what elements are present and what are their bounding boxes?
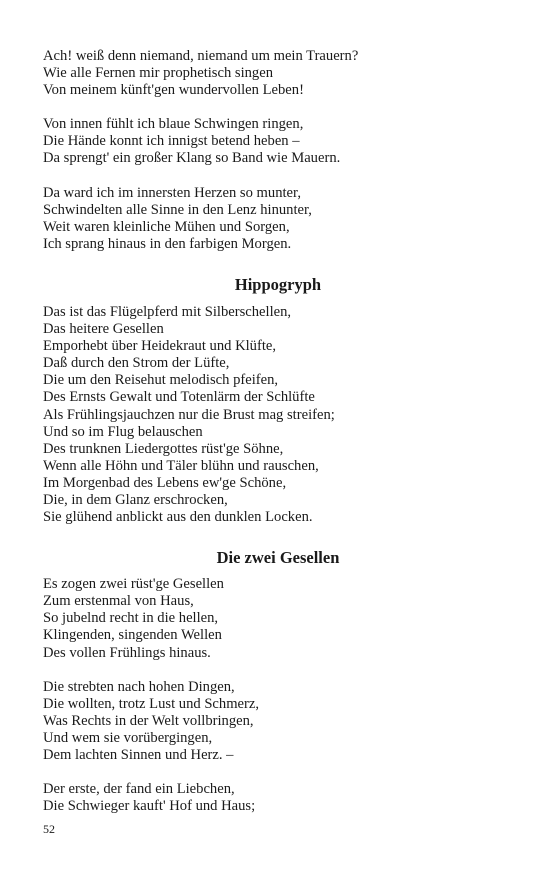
verse-line: Daß durch den Strom der Lüfte, [43, 355, 230, 372]
verse-line: Wie alle Fernen mir prophetisch singen [43, 65, 274, 82]
verse-line: Im Morgenbad des Lebens ew'ge Schöne, [43, 474, 287, 491]
verse-line: Schwindelten alle Sinne in den Lenz hinunter, [43, 201, 312, 218]
poem-title-die-zwei-gesellen: Die zwei Gesellen [216, 548, 340, 568]
verse-line: Die Schwieger kauft' Hof und Haus; [43, 798, 256, 815]
verse-line: Das heitere Gesellen [43, 321, 164, 338]
verse-line: Von meinem künft'gen wundervollen Leben! [43, 82, 304, 99]
verse-line: Zum erstenmal von Haus, [43, 593, 194, 610]
verse-line: Da sprengt' ein großer Klang so Band wie Mauern. [43, 150, 341, 167]
verse-line: Die strebten nach hohen Dingen, [43, 678, 235, 695]
poem-1 [43, 48, 513, 253]
page-number: 52 [43, 822, 55, 836]
verse-line: Des Ernsts Gewalt und Totenlärm der Schlüfte [43, 389, 315, 406]
stanza [43, 679, 513, 764]
poem-title-hippogryph: Hippogryph [234, 274, 322, 294]
verse-line: Von innen fühlt ich blaue Schwingen ringen, [43, 116, 304, 133]
verse-line: Wenn alle Höhn und Täler blühn und rauschen, [43, 457, 319, 474]
verse-line: Sie glühend anblickt aus den dunklen Locken. [43, 509, 313, 526]
poem-3 [43, 576, 513, 815]
stanza [43, 116, 513, 167]
verse-line: Die wollten, trotz Lust und Schmerz, [43, 695, 260, 712]
verse-line: Klingenden, singenden Wellen [43, 627, 222, 644]
verse-line: Der erste, der fand ein Liebchen, [43, 781, 235, 798]
verse-line: Die um den Reisehut melodisch pfeifen, [43, 372, 279, 389]
stanza [43, 48, 513, 99]
verse-line: So jubelnd recht in die hellen, [43, 610, 219, 627]
verse-line: Die Hände konnt ich innigst betend heben – [43, 133, 300, 150]
stanza [43, 781, 513, 815]
verse-line: Als Frühlingsjauchzen nur die Brust mag streifen; [43, 406, 335, 423]
verse-line: Ach! weiß denn niemand, niemand um mein Trauern? [43, 48, 359, 64]
verse-line: Ich sprang hinaus in den farbigen Morgen. [43, 235, 292, 252]
verse-line: Das ist das Flügelpferd mit Silberschellen, [43, 303, 292, 320]
verse-line: Und so im Flug belauschen [43, 423, 203, 440]
stanza [43, 185, 513, 253]
verse-line: Emporhebt über Heidekraut und Klüfte, [43, 338, 277, 355]
page-content [43, 48, 513, 815]
verse-line: Es zogen zwei rüst'ge Gesellen [43, 576, 224, 593]
verse-line: Des vollen Frühlings hinaus. [43, 644, 211, 661]
verse-line: Weit waren kleinliche Mühen und Sorgen, [43, 218, 290, 235]
verse-line: Des trunknen Liedergottes rüst'ge Söhne, [43, 440, 284, 457]
verse-line: Da ward ich im innersten Herzen so munter, [43, 184, 301, 201]
verse-line: Und wem sie vorübergingen, [43, 729, 213, 746]
verse-line: Was Rechts in der Welt vollbringen, [43, 712, 254, 729]
verse-line: Die, in dem Glanz erschrocken, [43, 491, 228, 508]
stanza [43, 576, 513, 661]
verse-line: Dem lachten Sinnen und Herz. – [43, 747, 234, 763]
poem-2 [43, 304, 513, 526]
